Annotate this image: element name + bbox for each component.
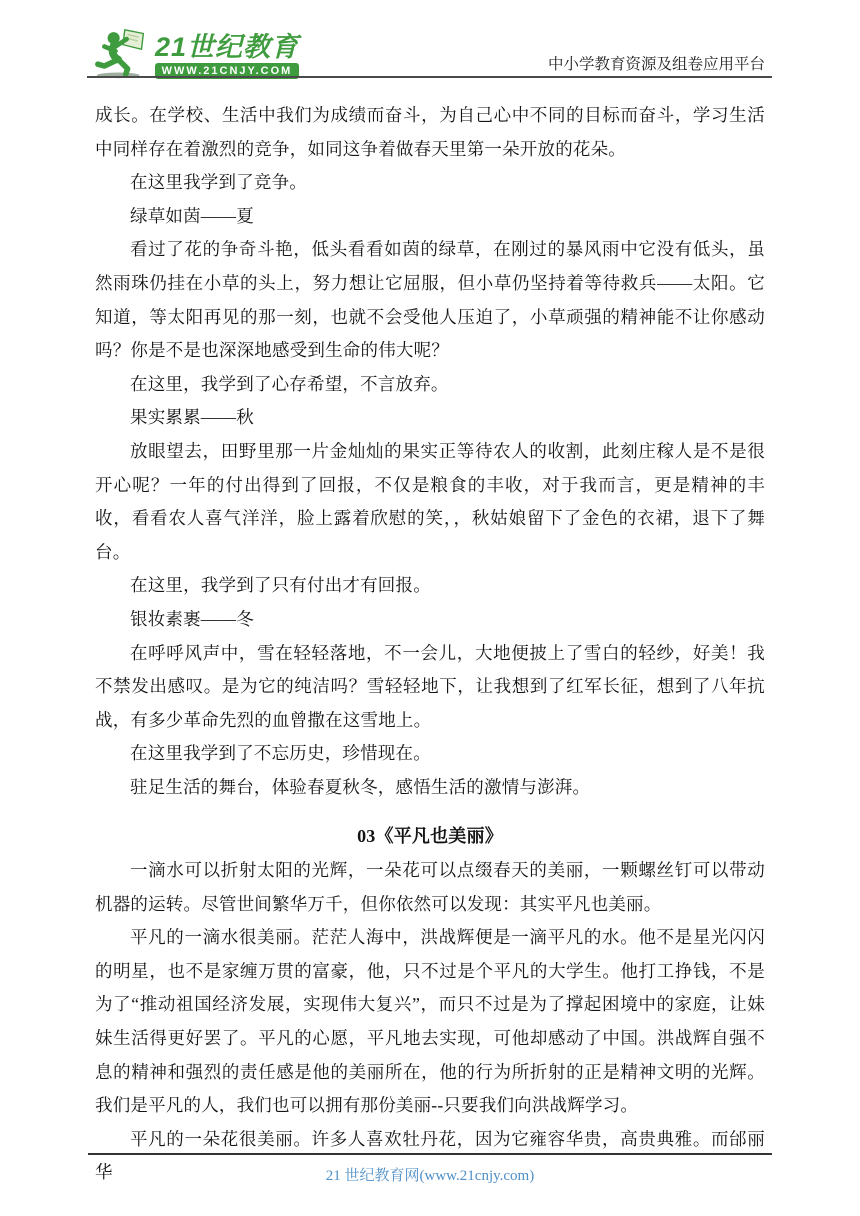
paragraph: 在呼呼风声中，雪在轻轻落地，不一会儿，大地便披上了雪白的轻纱，好美！我不禁发出感叹。是为它的纯洁吗？雪轻轻地下，让我想到了红军长征，想到了八年抗战，有多少革命先烈的血曾撒在这雪地上。: [95, 642, 765, 730]
paragraph: 银妆素裹——冬: [130, 608, 254, 629]
page-header: [0, 0, 860, 77]
paragraph: 在这里我学到了竞争。: [130, 172, 307, 193]
brand-url: WWW.21CNJY.COM: [155, 63, 299, 79]
paragraph: 放眼望去，田野里那一片金灿灿的果实正等待农人的收割，此刻庄稼人是不是很开心呢？一年的付出得到了回报，不仅是粮食的丰收，对于我而言，更是精神的丰收，看看农人喜气洋洋，脸上露着欣慰的笑，，秋姑娘留下了金色的衣裙，退下了舞台。: [95, 440, 765, 562]
page-footer: [0, 1153, 860, 1185]
document-body: [95, 99, 765, 1190]
paragraph: 在这里我学到了不忘历史，珍惜现在。: [130, 743, 431, 764]
header-divider: [87, 76, 772, 78]
paragraph: 绿草如茵——夏: [130, 205, 254, 226]
paragraph: 看过了花的争奇斗艳，低头看看如茵的绿草，在刚过的暴风雨中它没有低头，虽然雨珠仍挂在小草的头上，努力想让它屈服，但小草仍坚持着等待救兵——太阳。它知道，等太阳再见的那一刻，也就不会受他人压迫了，小草顽强的精神能不让你感动吗？你是不是也深深地感受到生命的伟大呢？: [95, 239, 765, 361]
paragraph: 驻足生活的舞台，体验春夏秋冬，感悟生活的激情与澎湃。: [130, 776, 591, 797]
paragraph: 在这里，我学到了心存希望，不言放弃。: [130, 373, 449, 394]
section-heading: 03《平凡也美丽》: [357, 826, 503, 847]
paragraph: 一滴水可以折射太阳的光辉，一朵花可以点缀春天的美丽，一颗螺丝钉可以带动机器的运转。尽管世间繁华万千，但你依然可以发现：其实平凡也美丽。: [95, 860, 765, 914]
paragraph: 成长。在学校、生活中我们为成绩而奋斗，为自己心中不同的目标而奋斗，学习生活中同样存在着激烈的竞争，如同这争着做春天里第一朵开放的花朵。: [95, 105, 765, 159]
footer-divider: [88, 1153, 772, 1155]
paragraph: 果实累累——秋: [130, 407, 254, 428]
platform-tagline: 中小学教育资源及组卷应用平台: [547, 56, 765, 73]
brand-name: 21世纪教育: [155, 32, 300, 62]
paragraph: 在这里，我学到了只有付出才有回报。: [130, 575, 431, 596]
paragraph: 平凡的一滴水很美丽。茫茫人海中，洪战辉便是一滴平凡的水。他不是星光闪闪的明星，也不是家缠万贯的富豪，他，只不过是个平凡的大学生。他打工挣钱，不是为了“推动祖国经济发展，实现伟大复兴”，而只不过是为了撑起困境中的家庭，让妹妹生活得更好罢了。平凡的心愿，平凡地去实现，可他却感动了中国。洪战辉自强不息的精神和强烈的责任感是他的美丽所在，他的行为所折射的正是精神文明的光辉。我们是平凡的人，我们也可以拥有那份美丽--只要我们向洪战辉学习。: [95, 927, 765, 1116]
brand-text-block: [155, 33, 299, 79]
paragraph: 平凡的一朵花很美丽。许多人喜欢牡丹花，因为它雍容华贵，高贵典雅。而邰丽华: [95, 1128, 765, 1183]
running-student-icon: [93, 27, 151, 79]
footer-site-link[interactable]: 21 世纪教育网(www.21cnjy.com): [325, 1168, 535, 1184]
brand-logo[interactable]: [93, 27, 299, 79]
